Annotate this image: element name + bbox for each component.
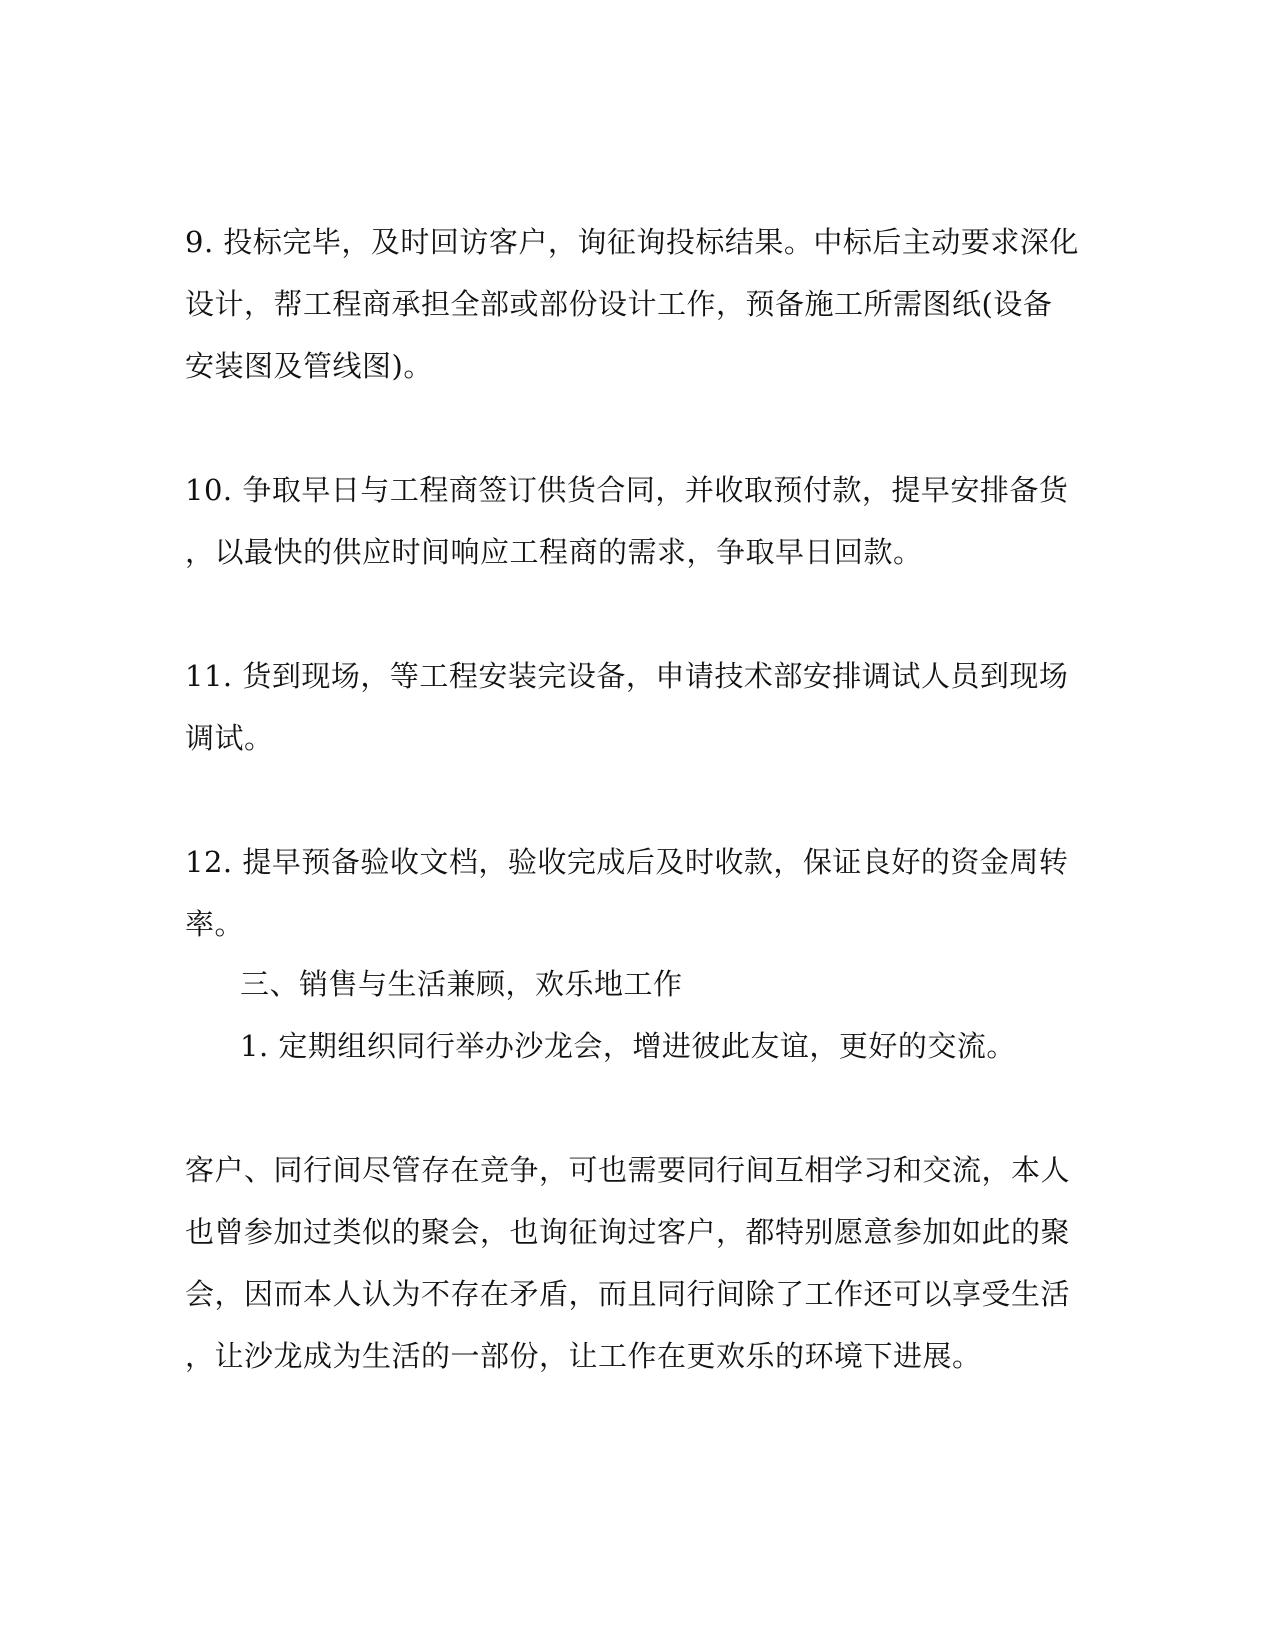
- item-10-line-2: ，以最快的供应时间响应工程商的需求，争取早日回款。: [185, 535, 923, 569]
- paragraph-line-1: 客户、同行间尽管存在竞争，可也需要同行间互相学习和交流，本人: [185, 1153, 1071, 1187]
- paragraph-line-2: 也曾参加过类似的聚会，也询征询过客户，都特别愿意参加如此的聚: [185, 1215, 1071, 1249]
- item-11-line-2: 调试。: [185, 721, 274, 755]
- paragraph-line-4: ，让沙龙成为生活的一部份，让工作在更欢乐的环境下进展。: [185, 1339, 982, 1373]
- item-12-line-2: 率。: [185, 907, 245, 941]
- item-12-line-1: 12. 提早预备验收文档，验收完成后及时收款，保证良好的资金周转: [185, 845, 1069, 879]
- section-heading: 三、销售与生活兼顾，欢乐地工作: [240, 967, 683, 1001]
- item-9-line-3: 安装图及管线图)。: [185, 349, 433, 383]
- paragraph-line-3: 会，因而本人认为不存在矛盾，而且同行间除了工作还可以享受生活: [185, 1277, 1071, 1311]
- item-9-line-1: 9. 投标完毕，及时回访客户，询征询投标结果。中标后主动要求深化: [185, 225, 1079, 259]
- section-item-1: 1. 定期组织同行举办沙龙会，增进彼此友谊，更好的交流。: [240, 1029, 1016, 1063]
- item-10-line-1: 10. 争取早日与工程商签订供货合同，并收取预付款，提早安排备货: [185, 473, 1069, 507]
- item-9-line-2: 设计，帮工程商承担全部或部份设计工作，预备施工所需图纸(设备: [185, 287, 1053, 321]
- item-11-line-1: 11. 货到现场，等工程安装完设备，申请技术部安排调试人员到现场: [185, 659, 1069, 693]
